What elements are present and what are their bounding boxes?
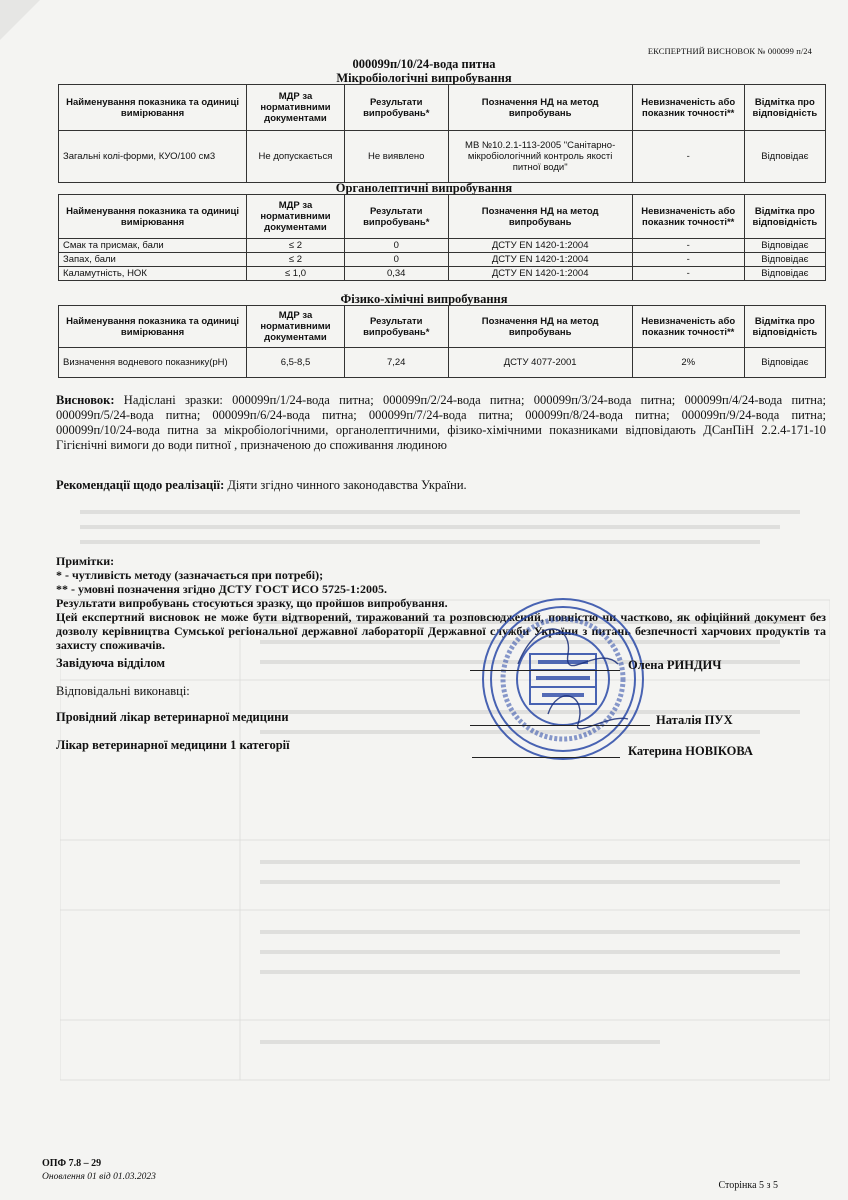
physchem-table [58,305,826,378]
cell-result: Не виявлено [344,131,448,183]
col-mdr: МДР за нормативними документами [247,195,345,239]
cell-mdr: Не допускається [247,131,345,183]
cell-result: 7,24 [344,348,448,378]
col-uncertainty: Невизначеність або показник точності** [632,195,744,239]
cell-conformity: Відповідає [744,267,825,281]
table-header-row [59,85,826,131]
cell-indicator: Смак та присмак, бали [59,239,247,253]
section-title-physchem: Фізико-хімічні випробування [340,292,508,306]
cell-method: ДСТУ 4077-2001 [448,348,632,378]
vet1-signature-line [470,725,650,726]
note-line: ** - умовні позначення згідно ДСТУ ГОСТ ИСО 5725-1:2005. [56,582,388,596]
cell-method: ДСТУ EN 1420-1:2004 [448,239,632,253]
cell-uncertainty: - [632,253,744,267]
header-doc-number: ЕКСПЕРТНИЙ ВИСНОВОК № 000099 п/24 [647,46,812,56]
col-results: Результати випробувань* [344,306,448,348]
cell-method: ДСТУ EN 1420-1:2004 [448,253,632,267]
cell-conformity: Відповідає [744,239,825,253]
cell-indicator: Каламутність, НОК [59,267,247,281]
footer-form-code: ОПФ 7.8 – 29 [42,1158,102,1169]
footer-page-number: Сторінка 5 з 5 [718,1180,778,1191]
col-mdr: МДР за нормативними документами [247,306,345,348]
col-mdr: МДР за нормативними документами [247,85,345,131]
cell-result: 0 [344,239,448,253]
note-line: Цей експертний висновок не може бути відтворений, тиражований та розповсюджений, повністю чи частково, як офіційний документ без дозволу керівництва Сумської регіональної державної лабораторії Державної служби України з питань безпечності харчових продуктів та захисту споживачів. [56,610,826,652]
table-header-row [59,195,826,239]
head-name: Олена РИНДИЧ [628,658,722,672]
cell-indicator: Запах, бали [59,253,247,267]
recommendation-text: Діяти згідно чинного законодавства України. [227,478,467,492]
head-title: Завідуюча відділом [56,656,166,670]
document-title: 000099п/10/24-вода питна [352,57,496,71]
cell-mdr: 6,5-8,5 [247,348,345,378]
table-header-row [59,306,826,348]
conclusion-paragraph [56,393,826,453]
cell-uncertainty: - [632,239,744,253]
official-stamp [478,594,648,764]
section-title-micro: Мікробіологічні випробування [336,71,512,85]
executors-label: Відповідальні виконавці: [56,684,190,698]
col-method: Позначення НД на метод випробувань [448,306,632,348]
conclusion-text: Надіслані зразки: 000099п/1/24-вода питна; 000099п/2/24-вода питна; 000099п/3/24-вода питна; 000099п/4/24-вода питна; 000099п/5/24-вода питна; 000099п/6/24-вода питна; 000099п/7/24-вода питна; 000099п/8/24-вода питна; 000099п/9/24-вода питна; 000099п/10/24-вода питна за мікробіологічними, органолептичними, фізико-хімічними показниками відповідають ДСанПіН 2.2.4-171-10 Гігієнічні вимоги до води питної , призначеною до споживання людиною [56,393,826,452]
cell-conformity: Відповідає [744,348,825,378]
table-row [59,348,826,378]
vet2-title: Лікар ветеринарної медицини 1 категорії [56,738,290,752]
note-line: Результати випробувань стосуються зразку, що пройшов випробування. [56,596,448,610]
col-indicator: Найменування показника та одиниці вимірювання [59,306,247,348]
cell-uncertainty: - [632,131,744,183]
cell-conformity: Відповідає [744,253,825,267]
col-indicator: Найменування показника та одиниці вимірювання [59,85,247,131]
cell-result: 0 [344,253,448,267]
col-method: Позначення НД на метод випробувань [448,195,632,239]
col-results: Результати випробувань* [344,195,448,239]
notes-block [56,554,826,652]
vet2-signature-line [472,757,620,758]
cell-mdr: ≤ 2 [247,253,345,267]
recommendation-label: Рекомендації щодо реалізації: [56,478,225,492]
col-conformity: Відмітка про відповідність [744,195,825,239]
cell-indicator: Загальні колі-форми, КУО/100 см3 [59,131,247,183]
page-fold [0,0,40,40]
cell-method: ДСТУ EN 1420-1:2004 [448,267,632,281]
col-conformity: Відмітка про відповідність [744,306,825,348]
table-row [59,267,826,281]
head-signature-line [470,670,620,671]
micro-table [58,84,826,183]
notes-title: Примітки: [56,554,115,568]
table-row [59,131,826,183]
cell-mdr: ≤ 1,0 [247,267,345,281]
vet1-name: Наталія ПУХ [656,713,733,727]
col-method: Позначення НД на метод випробувань [448,85,632,131]
cell-conformity: Відповідає [744,131,825,183]
table-row [59,253,826,267]
col-uncertainty: Невизначеність або показник точності** [632,306,744,348]
footer-update: Оновлення 01 від 01.03.2023 [42,1172,156,1182]
organo-table [58,194,826,281]
vet2-name: Катерина НОВІКОВА [628,744,753,758]
cell-result: 0,34 [344,267,448,281]
cell-mdr: ≤ 2 [247,239,345,253]
cell-indicator: Визначення водневого показнику(pH) [59,348,247,378]
recommendation-paragraph [56,478,826,493]
note-line: * - чутливість методу (зазначається при потребі); [56,568,324,582]
section-title-organo: Органолептичні випробування [335,181,513,195]
col-conformity: Відмітка про відповідність [744,85,825,131]
cell-uncertainty: - [632,267,744,281]
table-row [59,239,826,253]
col-results: Результати випробувань* [344,85,448,131]
cell-method: МВ №10.2.1-113-2005 "Санітарно-мікробіологічний контроль якості питної води" [448,131,632,183]
col-indicator: Найменування показника та одиниці вимірювання [59,195,247,239]
vet1-title: Провідний лікар ветеринарної медицини [56,710,289,724]
cell-uncertainty: 2% [632,348,744,378]
conclusion-label: Висновок: [56,393,115,407]
col-uncertainty: Невизначеність або показник точності** [632,85,744,131]
